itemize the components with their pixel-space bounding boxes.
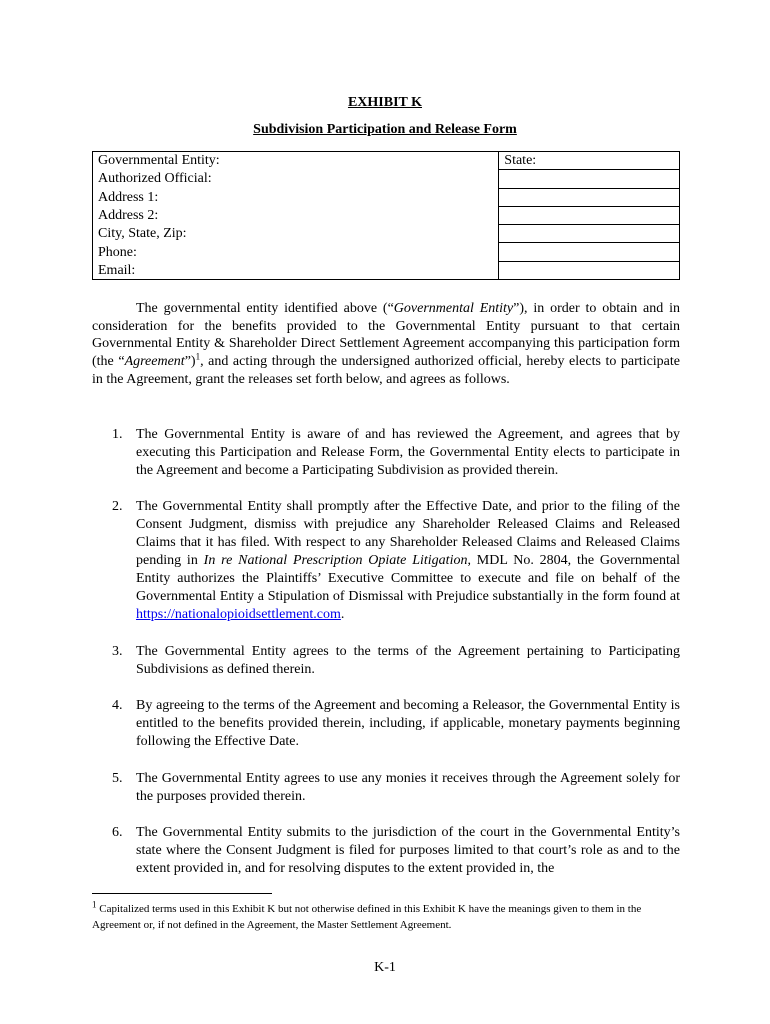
exhibit-title: EXHIBIT K <box>347 95 423 110</box>
list-item <box>92 643 680 679</box>
settlement-website-link[interactable]: https://nationalopioidsettlement.com <box>136 607 341 622</box>
address-1-field[interactable]: Address 1: <box>93 188 499 206</box>
intro-paragraph <box>92 300 680 389</box>
blank-cell[interactable] <box>499 225 680 243</box>
authorized-official-field[interactable]: Authorized Official: <box>93 170 499 188</box>
page-number: K-1 <box>374 960 396 975</box>
table-row <box>93 206 680 224</box>
footnote <box>92 901 680 933</box>
city-state-zip-field[interactable]: City, State, Zip: <box>93 225 499 243</box>
item-text: The Governmental Entity agrees to the terms of the Agreement pertaining to Participating Subdivisions as defined therein. <box>136 644 680 677</box>
item-text: The Governmental Entity agrees to use any monies it receives through the Agreement solely for the purposes provided therein. <box>136 771 680 804</box>
list-item <box>92 770 680 806</box>
table-row <box>93 152 680 170</box>
footnote-text: Capitalized terms used in this Exhibit K but not otherwise defined in this Exhibit K have the meanings given to them in the Agreement or, if not defined in the Agreement, the Master Settlement Agreement. <box>92 903 642 931</box>
defined-term: Agreement <box>124 354 185 370</box>
table-row <box>93 225 680 243</box>
item-number: 1. <box>112 427 123 442</box>
blank-cell[interactable] <box>499 243 680 261</box>
table-row <box>93 188 680 206</box>
table-row <box>93 170 680 188</box>
footnote-reference[interactable]: 1 <box>195 351 201 362</box>
item-text: By agreeing to the terms of the Agreement and becoming a Releasor, the Governmental Entity is entitled to the benefits provided therein, including, if applicable, monetary payments beginning following the Effective Date. <box>136 698 680 749</box>
footnote-mark: 1 <box>92 899 97 910</box>
entity-info-table <box>92 151 680 280</box>
footnote-divider <box>92 893 272 894</box>
item-text-part: The Governmental Entity shall promptly after the Effective Date, and prior to the filing of the Consent Judgment, dismiss with prejudice any Shareholder Released Claims and Released Claims that it has filed. With respect to any Shareholder Released Claims and Released Claims pending in <box>136 499 680 568</box>
list-item <box>92 426 680 480</box>
item-number: 3. <box>112 644 123 659</box>
blank-cell[interactable] <box>499 170 680 188</box>
intro-text: The governmental entity identified above (“ <box>136 301 394 316</box>
item-number: 6. <box>112 825 123 840</box>
item-number: 5. <box>112 771 123 786</box>
state-field[interactable]: State: <box>499 152 680 170</box>
blank-cell[interactable] <box>499 261 680 279</box>
table-row <box>93 243 680 261</box>
list-item <box>92 498 680 624</box>
table-row <box>93 261 680 279</box>
phone-field[interactable]: Phone: <box>93 243 499 261</box>
defined-term: Governmental Entity <box>393 301 514 316</box>
item-text: The Governmental Entity is aware of and has reviewed the Agreement, and agrees that by executing this Participation and Release Form, the Governmental Entity elects to participate in the Agreement and become a Participating Subdivision as provided therein. <box>136 427 680 478</box>
list-item <box>92 824 680 878</box>
item-number: 4. <box>112 698 123 713</box>
email-field[interactable]: Email: <box>93 261 499 279</box>
item-text-part: , MDL No. 2804, the Governmental Entity authorizes the Plaintiffs’ Executive Committee to execute and file on behalf of the Governmental Entity a Stipulation of Dismissal with Prejudice substantially in the form found at <box>136 553 681 604</box>
list-item <box>92 697 680 751</box>
address-2-field[interactable]: Address 2: <box>93 206 499 224</box>
blank-cell[interactable] <box>499 188 680 206</box>
item-text-part: . <box>340 607 345 622</box>
item-text: The Governmental Entity submits to the jurisdiction of the court in the Governmental Entity’s state where the Consent Judgment is filed for purposes limited to that court’s role as and to the extent provided in, and for resolving disputes to the extent provided in, the <box>136 825 680 876</box>
blank-cell[interactable] <box>499 206 680 224</box>
item-text <box>136 498 680 624</box>
form-subtitle: Subdivision Participation and Release Form <box>253 122 517 137</box>
intro-text: , and acting through the undersigned authorized official, hereby elects to participate in the Agreement, grant the releases set forth below, and agrees as follows. <box>92 354 681 387</box>
case-name: In re National Prescription Opiate Litigation <box>203 553 468 568</box>
intro-text: ”), in order to obtain and in consideration for the benefits provided to the Governmental Entity pursuant to that certain Governmental Entity & Shareholder Direct Settlement Agreement accompanying this participation form (the “ <box>92 301 680 370</box>
governmental-entity-field[interactable]: Governmental Entity: <box>93 152 499 170</box>
intro-text: ”) <box>184 354 196 370</box>
item-number: 2. <box>112 499 123 514</box>
